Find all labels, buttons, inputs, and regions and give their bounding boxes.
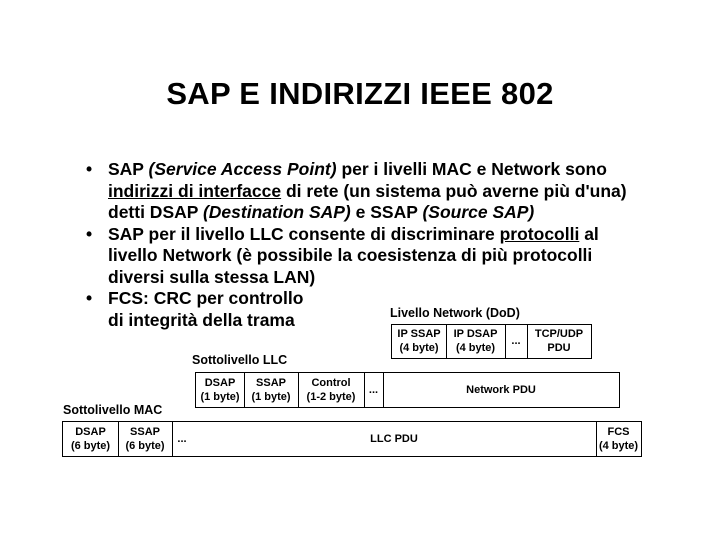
field-name: PDU bbox=[547, 342, 571, 354]
mac-ssap-field bbox=[118, 425, 172, 453]
llc-control-field bbox=[298, 376, 364, 404]
llc-pdu-field: LLC PDU bbox=[370, 433, 418, 445]
field-size: (1 byte) bbox=[251, 391, 291, 403]
field-name: IP DSAP bbox=[453, 328, 498, 340]
llc-sublayer-label: Sottolivello LLC bbox=[192, 353, 288, 367]
field-size: (4 byte) bbox=[455, 342, 496, 354]
bullet-text: SAP bbox=[108, 159, 149, 179]
bullet-text-italic: (Service Access Point) bbox=[148, 159, 337, 179]
ellipsis-field: ... bbox=[177, 433, 187, 445]
ellipsis-field: ... bbox=[368, 384, 379, 396]
tcp-udp-pdu-field bbox=[527, 327, 591, 355]
bullet-list bbox=[86, 159, 646, 331]
field-name: DSAP bbox=[75, 426, 106, 438]
ip-ssap-field bbox=[392, 327, 446, 355]
network-layer-label: Livello Network (DoD) bbox=[390, 306, 520, 320]
mac-sublayer-label: Sottolivello MAC bbox=[63, 403, 163, 417]
bullet-text-underlined: indirizzi di interfacce bbox=[108, 180, 282, 201]
slide-title: SAP E INDIRIZZI IEEE 802 bbox=[166, 76, 554, 111]
field-name: Control bbox=[311, 377, 351, 389]
bullet-llc bbox=[86, 224, 646, 289]
llc-frame bbox=[195, 372, 620, 408]
field-name: IP SSAP bbox=[397, 328, 441, 340]
mac-dsap-field bbox=[63, 425, 118, 453]
field-name: FCS bbox=[607, 426, 630, 438]
bullet-text: SAP per il livello LLC consente di discriminare bbox=[108, 223, 500, 244]
field-name: DSAP bbox=[204, 377, 236, 389]
field-size: (4 byte) bbox=[399, 342, 439, 354]
bullet-text: di rete (un sistema può averne più d'una) detti DSAP bbox=[108, 180, 627, 222]
field-size: (1-2 byte) bbox=[306, 391, 356, 403]
network-pdu-field: Network PDU bbox=[466, 384, 536, 396]
field-name: TCP/UDP bbox=[534, 328, 584, 340]
field-name: SSAP bbox=[130, 426, 160, 438]
field-size: (1 byte) bbox=[200, 391, 240, 403]
bullet-text-underlined: protocolli bbox=[499, 223, 580, 244]
bullet-text: al livello Network (è possibile la coesistenza di più protocolli diversi sulla stessa LAN) bbox=[108, 223, 599, 287]
bullet-text-italic: (Source SAP) bbox=[422, 202, 535, 222]
mac-frame bbox=[62, 421, 642, 457]
bullet-sap bbox=[86, 159, 646, 224]
ip-dsap-field bbox=[446, 327, 505, 355]
bullet-marker: • bbox=[86, 159, 93, 179]
ellipsis-field: ... bbox=[511, 335, 521, 347]
bullet-text: FCS: CRC per controllo bbox=[108, 288, 304, 308]
field-name: SSAP bbox=[256, 377, 286, 389]
bullet-marker: • bbox=[86, 223, 93, 244]
bullet-marker: • bbox=[86, 288, 93, 308]
field-size: (4 byte) bbox=[598, 440, 639, 452]
llc-dsap-field bbox=[196, 376, 244, 404]
bullet-text-italic: (Destination SAP) bbox=[202, 202, 351, 222]
bullet-text: di integrità della trama bbox=[108, 309, 295, 330]
bullet-text: e SSAP bbox=[350, 202, 423, 222]
bullet-text: per i livelli MAC e Network sono bbox=[336, 159, 607, 179]
field-size: (6 byte) bbox=[125, 440, 165, 452]
network-frame bbox=[391, 324, 592, 359]
field-size: (6 byte) bbox=[70, 440, 111, 452]
fcs-field bbox=[596, 425, 641, 453]
llc-ssap-field bbox=[244, 376, 298, 404]
